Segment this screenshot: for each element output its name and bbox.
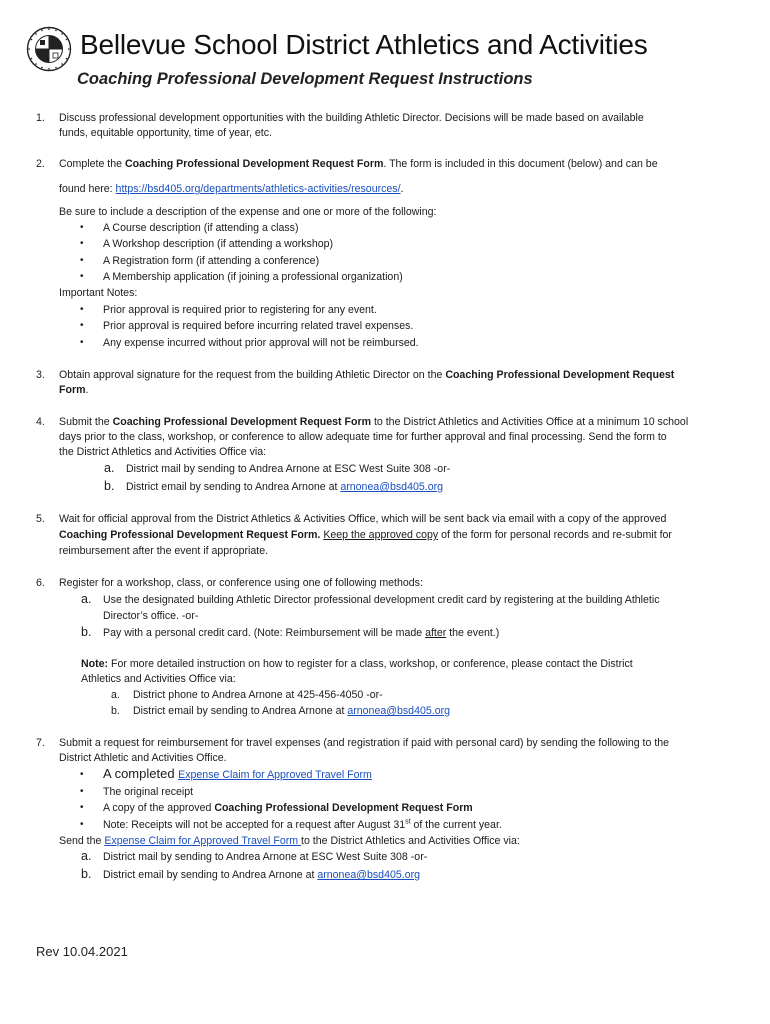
bullet-icon: •: [80, 304, 84, 315]
bullet-icon: •: [80, 238, 84, 249]
email-link[interactable]: arnonea@bsd405.org: [340, 481, 444, 493]
bullet-icon: •: [80, 819, 84, 830]
page-subtitle: Coaching Professional Development Request Instructions: [77, 70, 533, 88]
bullet-icon: •: [80, 786, 84, 797]
item2-line2: found here: https://bsd405.org/departments/athletics-activities/resources/.: [59, 183, 404, 195]
bullet-icon: •: [80, 802, 84, 813]
list-item: The original receipt: [103, 786, 194, 798]
list-item: Prior approval is required prior to registering for any event.: [103, 304, 377, 316]
sub-label: b.: [81, 867, 92, 881]
item6-note-option-a: District phone to Andrea Arnone at 425-456-4050 -or-: [133, 689, 383, 701]
item6-note-line1: Note: For more detailed instruction on how to register for a class, workshop, or conference, please contact the District: [81, 658, 633, 670]
item5-line3: reimbursement after the event if appropriate.: [59, 545, 269, 557]
item-number: 1.: [36, 112, 45, 124]
sub-label: b.: [111, 705, 120, 717]
item3-line2: Form.: [59, 384, 89, 396]
item4-line3: the District Athletics and Activities Office via:: [59, 446, 267, 458]
item3-line1: Obtain approval signature for the request from the building Athletic Director on the Coaching Professional Development Request: [59, 369, 675, 381]
page-title: Bellevue School District Athletics and Activities: [80, 29, 648, 60]
bullet-icon: •: [80, 337, 84, 348]
item1-line2: funds, equitable opportunity, time of year, etc.: [59, 127, 272, 139]
email-link[interactable]: arnonea@bsd405.org: [347, 705, 451, 717]
bullet-icon: •: [80, 222, 84, 233]
list-item: Any expense incurred without prior approval will not be reimbursed.: [103, 337, 419, 349]
sub-label: b.: [81, 625, 92, 639]
item7-option-b: District email by sending to Andrea Arnone at arnonea@bsd405.org: [103, 869, 421, 881]
item5-line2: Coaching Professional Development Request Form. Keep the approved copy of the form for personal records and re-submit for: [59, 529, 672, 541]
resources-link[interactable]: https://bsd405.org/departments/athletics-activities/resources/: [115, 183, 401, 195]
list-item: A Course description (if attending a class): [103, 222, 299, 234]
bullet-icon: •: [80, 320, 84, 331]
list-item: A completed Expense Claim for Approved Travel Form: [103, 766, 372, 781]
item7-option-a: District mail by sending to Andrea Arnone at ESC West Suite 308 -or-: [103, 851, 428, 863]
item4-option-b: District email by sending to Andrea Arnone at arnonea@bsd405.org: [126, 481, 444, 493]
item6-option-b: Pay with a personal credit card. (Note: Reimbursement will be made after the event.): [103, 627, 500, 639]
item-number: 7.: [36, 737, 45, 749]
item-number: 3.: [36, 369, 45, 381]
bullet-icon: •: [80, 271, 84, 282]
item-number: 2.: [36, 158, 45, 170]
revision-label: Rev 10.04.2021: [36, 944, 128, 959]
item2-line3: Be sure to include a description of the expense and one or more of the following:: [59, 206, 437, 218]
item7-send-line: Send the Expense Claim for Approved Travel Form to the District Athletics and Activities Office via:: [59, 835, 520, 847]
bullet-icon: •: [80, 255, 84, 266]
expense-claim-link[interactable]: Expense Claim for Approved Travel Form: [104, 835, 302, 847]
item7-line1: Submit a request for reimbursement for travel expenses (and registration if paid with personal card) by sending the following to the: [59, 737, 670, 749]
item-number: 4.: [36, 416, 45, 428]
item6-option-a-line1: Use the designated building Athletic Director professional development credit card by registering at the building Athletic: [103, 594, 660, 606]
list-item: Prior approval is required before incurring related travel expenses.: [103, 320, 414, 332]
sub-label: b.: [104, 479, 115, 493]
item2-line1: Complete the Coaching Professional Development Request Form. The form is included in this document (below) and can be: [59, 158, 658, 170]
item4-option-a: District mail by sending to Andrea Arnone at ESC West Suite 308 -or-: [126, 463, 451, 475]
email-link[interactable]: arnonea@bsd405.org: [317, 869, 421, 881]
item7-line2: District Athletic and Activities Office.: [59, 752, 227, 764]
sub-label: a.: [81, 849, 92, 863]
list-item: Note: Receipts will not be accepted for a request after August 31st of the current year.: [103, 818, 502, 831]
form-name-bold: Coaching Professional Development Request Form: [124, 158, 384, 170]
sub-label: a.: [111, 689, 120, 701]
item6-note-option-b: District email by sending to Andrea Arnone at arnonea@bsd405.org: [133, 705, 451, 717]
item6-note-line2: Athletics and Activities Office via:: [81, 673, 236, 685]
sub-label: a.: [81, 592, 92, 606]
list-item: A Registration form (if attending a conference): [103, 255, 320, 267]
list-item: A copy of the approved Coaching Professional Development Request Form: [103, 802, 473, 814]
item6-line1: Register for a workshop, class, or conference using one of following methods:: [59, 577, 423, 589]
item5-line1: Wait for official approval from the District Athletics & Activities Office, which will be sent back via email with a copy of the approved: [59, 513, 667, 525]
important-notes-label: Important Notes:: [59, 287, 138, 299]
item4-line1: Submit the Coaching Professional Development Request Form to the District Athletics and Activities Office at a minimum 10 school: [59, 416, 689, 428]
bullet-icon: •: [80, 769, 84, 780]
expense-claim-link[interactable]: Expense Claim for Approved Travel Form: [178, 769, 372, 781]
sub-label: a.: [104, 461, 115, 475]
district-seal-logo: [26, 26, 72, 72]
item6-option-a-line2: Director’s office. -or-: [103, 610, 199, 622]
list-item: A Membership application (if joining a professional organization): [103, 271, 403, 283]
item4-line2: days prior to the class, workshop, or conference to allow adequate time for further approval and final processing. Send the form to: [59, 431, 667, 443]
item-number: 6.: [36, 577, 45, 589]
list-item: A Workshop description (if attending a workshop): [103, 238, 334, 250]
item1-line1: Discuss professional development opportunities with the building Athletic Director. Decisions will be made based on available: [59, 112, 644, 124]
item-number: 5.: [36, 513, 45, 525]
